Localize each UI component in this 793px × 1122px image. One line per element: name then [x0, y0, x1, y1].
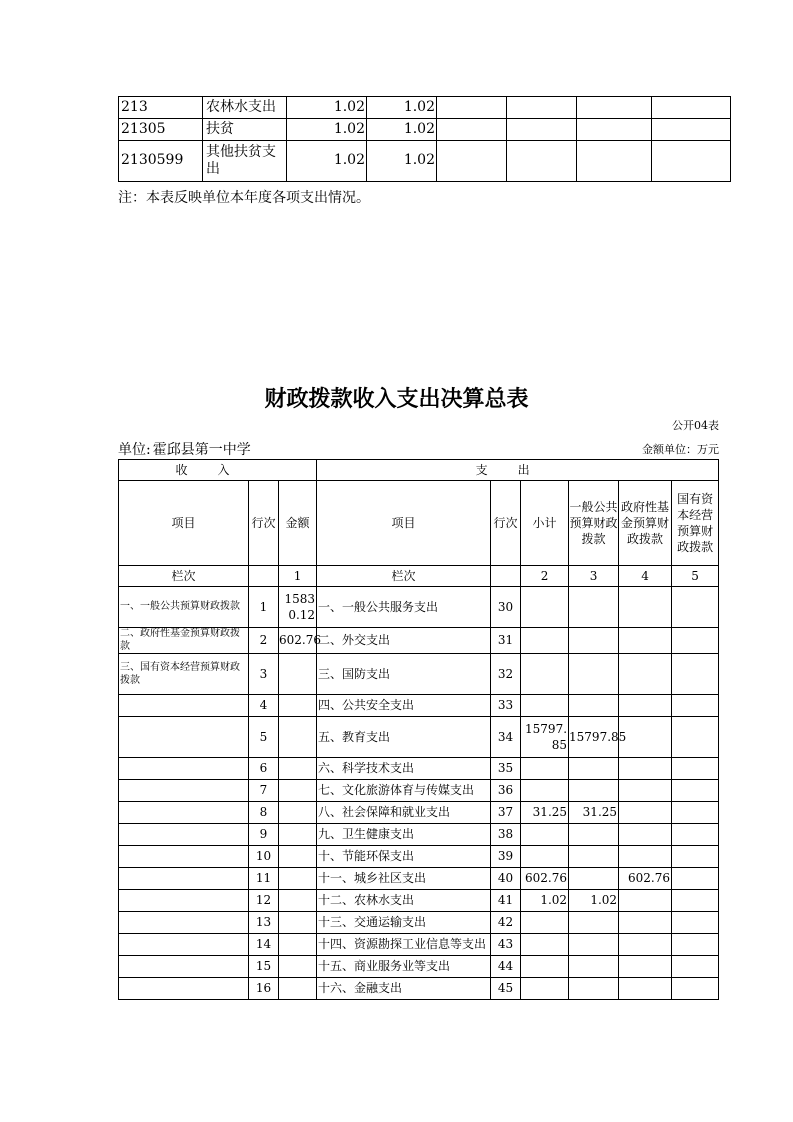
general-budget-cell [569, 695, 619, 717]
expense-item: 二、外交支出 [317, 628, 491, 654]
empty-cell [507, 97, 577, 119]
amount-cell: 1.02 [287, 119, 367, 141]
unit-label [118, 439, 251, 459]
table-row [119, 758, 719, 780]
income-amount: 15830.12 [279, 587, 317, 628]
income-rowno: 14 [249, 934, 279, 956]
income-item [119, 802, 249, 824]
expense-rowno: 42 [491, 912, 521, 934]
income-amount [279, 695, 317, 717]
income-rowno: 16 [249, 978, 279, 1000]
column-label: 栏次 [317, 566, 491, 587]
gov-fund-cell [619, 912, 672, 934]
state-capital-header: 国有资本经营预算财政拨款 [672, 481, 719, 566]
empty-cell [507, 141, 577, 182]
general-budget-cell [569, 912, 619, 934]
empty-cell [577, 97, 652, 119]
table-row [119, 912, 719, 934]
income-rowno: 12 [249, 890, 279, 912]
table-row [119, 141, 731, 182]
general-budget-cell [569, 654, 619, 695]
function-name: 其他扶贫支出 [203, 141, 287, 182]
income-item [119, 780, 249, 802]
income-item [119, 956, 249, 978]
empty-cell [577, 141, 652, 182]
table-row [119, 654, 719, 695]
column-number: 4 [619, 566, 672, 587]
income-amount [279, 846, 317, 868]
state-capital-cell [672, 912, 719, 934]
amount-cell: 1.02 [367, 141, 437, 182]
amount-cell: 1.02 [367, 119, 437, 141]
income-amount [279, 654, 317, 695]
income-item [119, 824, 249, 846]
general-budget-cell: 15797.85 [569, 717, 619, 758]
income-item [119, 890, 249, 912]
table-row [119, 824, 719, 846]
subtotal-cell [521, 695, 569, 717]
income-amount [279, 758, 317, 780]
state-capital-cell [672, 695, 719, 717]
column-label: 栏次 [119, 566, 249, 587]
unit-prefix: 单位: [118, 442, 151, 458]
expense-rowno-header: 行次 [491, 481, 521, 566]
table-row [119, 97, 731, 119]
table-row [119, 956, 719, 978]
amount-cell: 1.02 [287, 141, 367, 182]
empty-cell [491, 566, 521, 587]
income-rowno: 6 [249, 758, 279, 780]
subtotal-cell [521, 758, 569, 780]
function-name: 农林水支出 [203, 97, 287, 119]
gov-fund-cell [619, 824, 672, 846]
column-number: 3 [569, 566, 619, 587]
state-capital-cell [672, 846, 719, 868]
expense-item: 十三、交通运输支出 [317, 912, 491, 934]
function-code: 21305 [119, 119, 203, 141]
table-row [119, 802, 719, 824]
empty-cell [249, 566, 279, 587]
income-rowno: 13 [249, 912, 279, 934]
amount-unit: 金额单位：万元 [642, 443, 719, 456]
expense-rowno: 36 [491, 780, 521, 802]
state-capital-cell [672, 780, 719, 802]
gov-fund-cell [619, 628, 672, 654]
function-name: 扶贫 [203, 119, 287, 141]
table-row [119, 628, 719, 654]
expense-item: 十一、城乡社区支出 [317, 868, 491, 890]
table-row [119, 695, 719, 717]
subtotal-cell: 15797.85 [521, 717, 569, 758]
income-item [119, 978, 249, 1000]
state-capital-cell [672, 628, 719, 654]
income-rowno: 7 [249, 780, 279, 802]
income-item [119, 695, 249, 717]
table-row [119, 890, 719, 912]
subtotal-header: 小计 [521, 481, 569, 566]
gov-fund-cell [619, 802, 672, 824]
subtotal-cell: 602.76 [521, 868, 569, 890]
expense-rowno: 35 [491, 758, 521, 780]
income-rowno: 8 [249, 802, 279, 824]
subtotal-cell [521, 780, 569, 802]
empty-cell [437, 97, 507, 119]
form-code: 公开04表 [672, 419, 719, 432]
section-header-row [119, 460, 719, 481]
expense-rowno: 33 [491, 695, 521, 717]
expense-rowno: 44 [491, 956, 521, 978]
expense-item: 十二、农林水支出 [317, 890, 491, 912]
income-item [119, 717, 249, 758]
income-rowno-header: 行次 [249, 481, 279, 566]
general-budget-cell [569, 758, 619, 780]
expense-item: 十五、商业服务业等支出 [317, 956, 491, 978]
expense-rowno: 43 [491, 934, 521, 956]
income-amount [279, 868, 317, 890]
expense-detail-table-continued [118, 96, 731, 182]
gov-fund-cell [619, 654, 672, 695]
state-capital-cell [672, 934, 719, 956]
gov-fund-cell [619, 695, 672, 717]
empty-cell [437, 119, 507, 141]
income-amount [279, 956, 317, 978]
subtotal-cell [521, 934, 569, 956]
empty-cell [577, 119, 652, 141]
income-amount [279, 978, 317, 1000]
column-number: 1 [279, 566, 317, 587]
income-rowno: 2 [249, 628, 279, 654]
expense-item: 六、科学技术支出 [317, 758, 491, 780]
table-row [119, 780, 719, 802]
income-rowno: 4 [249, 695, 279, 717]
general-budget-cell [569, 824, 619, 846]
expense-item: 一、一般公共服务支出 [317, 587, 491, 628]
income-amount [279, 890, 317, 912]
income-amount [279, 934, 317, 956]
general-budget-cell [569, 934, 619, 956]
income-rowno: 3 [249, 654, 279, 695]
amount-cell: 1.02 [287, 97, 367, 119]
subtotal-cell [521, 956, 569, 978]
gov-fund-cell [619, 780, 672, 802]
income-rowno: 15 [249, 956, 279, 978]
income-rowno: 5 [249, 717, 279, 758]
income-amount [279, 912, 317, 934]
income-amount [279, 717, 317, 758]
gov-fund-cell [619, 758, 672, 780]
expense-rowno: 39 [491, 846, 521, 868]
gov-fund-header: 政府性基金预算财政拨款 [619, 481, 672, 566]
general-budget-cell [569, 956, 619, 978]
expense-rowno: 30 [491, 587, 521, 628]
income-amount-header: 金额 [279, 481, 317, 566]
expense-item: 八、社会保障和就业支出 [317, 802, 491, 824]
expense-rowno: 31 [491, 628, 521, 654]
state-capital-cell [672, 802, 719, 824]
general-budget-cell [569, 868, 619, 890]
column-number: 2 [521, 566, 569, 587]
state-capital-cell [672, 587, 719, 628]
table-note: 注：本表反映单位本年度各项支出情况。 [118, 190, 370, 206]
table-row [119, 119, 731, 141]
subtotal-cell [521, 978, 569, 1000]
empty-cell [507, 119, 577, 141]
general-budget-cell [569, 846, 619, 868]
state-capital-cell [672, 824, 719, 846]
income-rowno: 1 [249, 587, 279, 628]
state-capital-cell [672, 758, 719, 780]
subtotal-cell [521, 824, 569, 846]
income-amount [279, 824, 317, 846]
income-header-text: 收入 [175, 462, 260, 477]
general-budget-cell: 1.02 [569, 890, 619, 912]
income-item [119, 934, 249, 956]
expense-rowno: 45 [491, 978, 521, 1000]
subtotal-cell [521, 912, 569, 934]
empty-cell [652, 97, 731, 119]
state-capital-cell [672, 868, 719, 890]
expense-item: 七、文化旅游体育与传媒支出 [317, 780, 491, 802]
expense-rowno: 34 [491, 717, 521, 758]
function-code: 213 [119, 97, 203, 119]
page-title: 财政拨款收入支出决算总表 [264, 387, 529, 412]
income-amount [279, 802, 317, 824]
income-item: 一、一般公共预算财政拨款 [119, 587, 249, 628]
expense-item: 四、公共安全支出 [317, 695, 491, 717]
income-rowno: 9 [249, 824, 279, 846]
income-item [119, 758, 249, 780]
gov-fund-cell [619, 978, 672, 1000]
general-budget-cell [569, 978, 619, 1000]
expense-rowno: 38 [491, 824, 521, 846]
expense-item: 十四、资源勘探工业信息等支出 [317, 934, 491, 956]
gov-fund-cell [619, 934, 672, 956]
income-amount: 602.76 [279, 628, 317, 654]
subtotal-cell [521, 654, 569, 695]
expense-rowno: 40 [491, 868, 521, 890]
table-row [119, 587, 719, 628]
income-item [119, 846, 249, 868]
expense-item: 五、教育支出 [317, 717, 491, 758]
empty-cell [652, 119, 731, 141]
subtotal-cell: 31.25 [521, 802, 569, 824]
expense-rowno: 37 [491, 802, 521, 824]
income-rowno: 10 [249, 846, 279, 868]
unit-name: 霍邱县第一中学 [152, 442, 251, 458]
income-rowno: 11 [249, 868, 279, 890]
income-item: 三、国有资本经营预算财政拨款 [119, 654, 249, 695]
table-row [119, 934, 719, 956]
column-number-row [119, 566, 719, 587]
table-row [119, 717, 719, 758]
income-item: 二、政府性基金预算财政拨款 [119, 628, 249, 654]
general-budget-cell [569, 628, 619, 654]
expense-rowno: 41 [491, 890, 521, 912]
subtotal-cell [521, 628, 569, 654]
amount-cell: 1.02 [367, 97, 437, 119]
gov-fund-cell [619, 956, 672, 978]
expense-header-text: 支出 [475, 462, 560, 477]
subtotal-cell: 1.02 [521, 890, 569, 912]
empty-cell [652, 141, 731, 182]
state-capital-cell [672, 956, 719, 978]
column-header-row [119, 481, 719, 566]
fiscal-appropriation-summary-table [118, 459, 719, 1000]
function-code: 2130599 [119, 141, 203, 182]
expense-item: 十六、金融支出 [317, 978, 491, 1000]
general-budget-cell [569, 780, 619, 802]
state-capital-cell [672, 654, 719, 695]
general-budget-cell: 31.25 [569, 802, 619, 824]
subtotal-cell [521, 846, 569, 868]
income-section-header [119, 460, 317, 481]
gov-fund-cell [619, 846, 672, 868]
expense-item: 三、国防支出 [317, 654, 491, 695]
income-amount [279, 780, 317, 802]
state-capital-cell [672, 890, 719, 912]
general-budget-header: 一般公共预算财政拨款 [569, 481, 619, 566]
table-row [119, 846, 719, 868]
income-item [119, 912, 249, 934]
expense-item: 十、节能环保支出 [317, 846, 491, 868]
table-row [119, 868, 719, 890]
empty-cell [437, 141, 507, 182]
expense-item-header: 项目 [317, 481, 491, 566]
gov-fund-cell [619, 890, 672, 912]
income-item [119, 868, 249, 890]
general-budget-cell [569, 587, 619, 628]
expense-section-header [317, 460, 719, 481]
gov-fund-cell [619, 587, 672, 628]
table-row [119, 978, 719, 1000]
state-capital-cell [672, 978, 719, 1000]
column-number: 5 [672, 566, 719, 587]
gov-fund-cell [619, 717, 672, 758]
expense-item: 九、卫生健康支出 [317, 824, 491, 846]
state-capital-cell [672, 717, 719, 758]
income-item-header: 项目 [119, 481, 249, 566]
expense-rowno: 32 [491, 654, 521, 695]
subtotal-cell [521, 587, 569, 628]
gov-fund-cell: 602.76 [619, 868, 672, 890]
